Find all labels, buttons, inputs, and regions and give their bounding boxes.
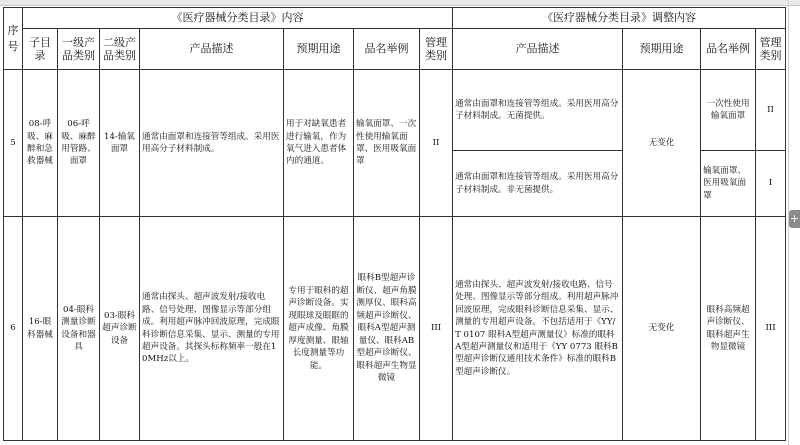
cell-adj-mgmt: III bbox=[756, 217, 786, 441]
cell-adj-desc: 通常由探头、超声波发射/接收电路、信号处理、图像显示等部分组成。利用超声脉冲回波原理，完成眼科诊断信息采集、显示、测量的专用超声设备。不包括适用于《YY/T 0107 眼科A型超声测量仪》标准的眼科A型超声测量仪和适用于《YY 0773 眼科B型超声诊断仪通用技术条件》标准的眼科B型超声诊断仪。 bbox=[453, 217, 623, 441]
header-cat1: 一级产品类别 bbox=[58, 29, 100, 70]
cell-use: 专用于眼科的超声诊断设备。实现眼球及眼眶的超声成像、角膜厚度测量、眼轴长度测量等功能。 bbox=[284, 217, 354, 441]
header-adj-use: 预期用途 bbox=[623, 29, 701, 70]
cell-adj-mgmt-nonsterile: I bbox=[756, 151, 786, 217]
cell-adj-mgmt-sterile: II bbox=[756, 70, 786, 151]
cell-cat2: 03-眼科超声诊断设备 bbox=[100, 217, 140, 441]
header-desc: 产品描述 bbox=[140, 29, 284, 70]
cell-desc: 通常由探头、超声波发射/接收电路、信号处理、图像显示等部分组成。利用超声脉冲回波原理，完成眼科诊断信息采集、显示、测量的专用超声设备。其探头标称频率一般在10MHz以上。 bbox=[140, 217, 284, 441]
header-adj-mgmt: 管理类别 bbox=[756, 29, 786, 70]
table-row bbox=[4, 70, 786, 151]
cell-mgmt: II bbox=[420, 70, 453, 217]
table-row bbox=[4, 217, 786, 441]
header-sub-catalog: 子目录 bbox=[23, 29, 58, 70]
header-original-section: 《医疗器械分类目录》内容 bbox=[23, 8, 453, 29]
cell-cat2: 14-输氧面罩 bbox=[100, 70, 140, 217]
cell-seq: 5 bbox=[4, 70, 23, 217]
cell-desc: 通常由面罩和连接管等组成。采用医用高分子材料制成。 bbox=[140, 70, 284, 217]
header-seq: 序号 bbox=[4, 8, 23, 70]
cell-sub-catalog: 16-眼科器械 bbox=[23, 217, 58, 441]
cell-adj-examples-sterile: 一次性使用输氧面罩 bbox=[701, 70, 756, 151]
cell-mgmt: III bbox=[420, 217, 453, 441]
classification-table bbox=[3, 7, 786, 441]
window-top-bar bbox=[0, 0, 800, 6]
cell-use: 用于对缺氧患者进行输氧，作为氧气进入患者体内的通道。 bbox=[284, 70, 354, 217]
cell-examples: 眼科B型超声诊断仪、超声角膜测厚仪、眼科高频超声诊断仪、眼科A型超声测量仪、眼科AB型超声诊断仪、眼科超声生物显微镜 bbox=[354, 217, 420, 441]
header-examples: 品名举例 bbox=[354, 29, 420, 70]
header-cat2: 二级产品类别 bbox=[100, 29, 140, 70]
cell-adj-examples: 眼科高频超声诊断仪、眼科超声生物显微镜 bbox=[701, 217, 756, 441]
cell-sub-catalog: 08-呼吸、麻醉和急救器械 bbox=[23, 70, 58, 217]
cell-cat1: 04-眼科测量诊断设备和器具 bbox=[58, 217, 100, 441]
header-use: 预期用途 bbox=[284, 29, 354, 70]
expand-side-button[interactable]: + bbox=[789, 210, 800, 228]
header-adj-examples: 品名举例 bbox=[701, 29, 756, 70]
header-adjusted-section: 《医疗器械分类目录》调整内容 bbox=[453, 8, 786, 29]
cell-adj-examples-nonsterile: 输氧面罩、医用吸氧面罩 bbox=[701, 151, 756, 217]
header-mgmt: 管理类别 bbox=[420, 29, 453, 70]
cell-adj-use: 无变化 bbox=[623, 70, 701, 217]
cell-adj-desc-sterile: 通常由面罩和连接管等组成。采用医用高分子材料制成。无菌提供。 bbox=[453, 70, 623, 151]
cell-adj-desc-nonsterile: 通常由面罩和连接管等组成。采用医用高分子材料制成。非无菌提供。 bbox=[453, 151, 623, 217]
cell-examples: 输氧面罩、一次性使用输氧面罩、医用吸氧面罩 bbox=[354, 70, 420, 217]
cell-seq: 6 bbox=[4, 217, 23, 441]
cell-cat1: 06-呼吸、麻醉用管路、面罩 bbox=[58, 70, 100, 217]
header-adj-desc: 产品描述 bbox=[453, 29, 623, 70]
cell-adj-use: 无变化 bbox=[623, 217, 701, 441]
